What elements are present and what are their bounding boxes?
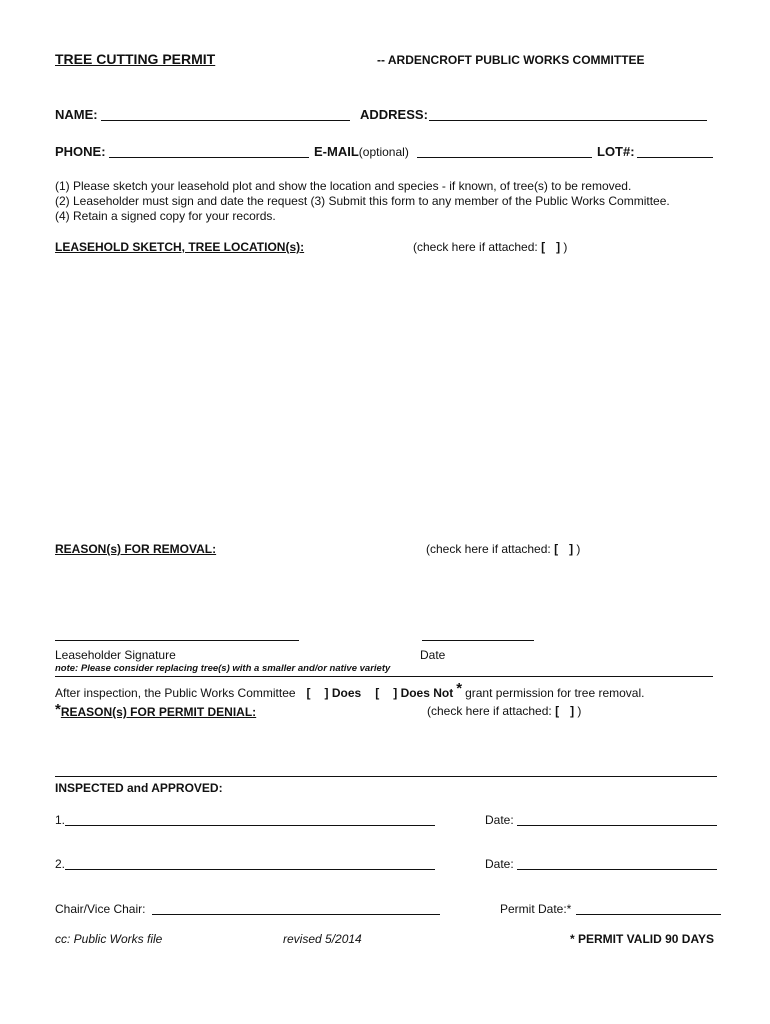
sketch-area[interactable] xyxy=(55,262,715,532)
email-field[interactable] xyxy=(417,157,592,158)
reason-check-text: (check here if attached: xyxy=(426,542,555,556)
sketch-check-paren: ) xyxy=(560,240,568,254)
denial-divider xyxy=(55,776,717,777)
sketch-check-text: (check here if attached: xyxy=(413,240,542,254)
phone-field[interactable] xyxy=(109,157,309,158)
reason-area[interactable] xyxy=(55,560,715,630)
email-label-group xyxy=(314,144,409,159)
chair-label: Chair/Vice Chair: xyxy=(55,902,146,916)
decision-prefix: After inspection, the Public Works Committee xyxy=(55,686,296,700)
name-field[interactable] xyxy=(101,120,350,121)
reason-checkbox-close[interactable]: ] xyxy=(569,542,574,556)
sketch-heading: LEASEHOLD SKETCH, TREE LOCATION(s): xyxy=(55,240,305,254)
reason-checkbox-open[interactable]: [ xyxy=(554,542,559,556)
does-not-checkbox-open[interactable]: [ xyxy=(375,686,380,700)
address-field[interactable] xyxy=(429,120,707,121)
note-underline xyxy=(55,676,713,677)
instruction-2: (2) Leaseholder must sign and date the request (3) Submit this form to any member of the Public Works Committee. xyxy=(55,194,670,208)
inspector-2-date-label: Date: xyxy=(485,857,514,871)
denial-asterisk: * xyxy=(55,701,61,718)
signature-label: Leaseholder Signature xyxy=(55,648,176,662)
form-title: TREE CUTTING PERMIT xyxy=(55,51,216,67)
does-not-label: ] Does Not xyxy=(393,686,454,700)
does-label: ] Does xyxy=(324,686,362,700)
signature-line[interactable] xyxy=(55,640,299,641)
lot-field[interactable] xyxy=(637,157,713,158)
cc-note: cc: Public Works file xyxy=(55,932,163,946)
sketch-checkbox-open[interactable]: [ xyxy=(541,240,546,254)
instruction-1: (1) Please sketch your leasehold plot and show the location and species - if known, of tree(s) to be removed. xyxy=(55,179,632,193)
chair-field[interactable] xyxy=(152,914,440,915)
instruction-3: (4) Retain a signed copy for your records. xyxy=(55,209,276,223)
denial-check-text: (check here if attached: xyxy=(427,704,556,718)
sketch-attached-check xyxy=(413,240,567,254)
inspector-1-field[interactable] xyxy=(65,825,435,826)
email-label: E-MAIL xyxy=(314,144,359,159)
does-checkbox-open[interactable]: [ xyxy=(306,686,311,700)
name-label: NAME: xyxy=(55,107,98,122)
denial-heading-group xyxy=(55,703,256,721)
denial-attached-check xyxy=(427,704,581,718)
phone-label: PHONE: xyxy=(55,144,106,159)
inspector-1-prefix: 1. xyxy=(55,813,66,827)
denial-checkbox-close[interactable]: ] xyxy=(570,704,575,718)
denial-area[interactable] xyxy=(55,722,715,772)
inspector-2-field[interactable] xyxy=(65,869,435,870)
decision-suffix: grant permission for tree removal. xyxy=(465,686,645,700)
revision-note: revised 5/2014 xyxy=(283,932,362,946)
reason-attached-check xyxy=(426,542,580,556)
denial-heading: REASON(s) FOR PERMIT DENIAL: xyxy=(60,705,257,719)
denial-check-paren: ) xyxy=(574,704,582,718)
validity-note: * PERMIT VALID 90 DAYS xyxy=(570,932,715,946)
permit-date-label: Permit Date:* xyxy=(500,902,572,916)
replacement-note: note: Please consider replacing tree(s) with a smaller and/or native variety xyxy=(55,663,391,674)
permit-date-field[interactable] xyxy=(576,914,721,915)
inspection-heading: INSPECTED and APPROVED: xyxy=(55,781,223,795)
sketch-checkbox-close[interactable]: ] xyxy=(556,240,561,254)
signature-date-line[interactable] xyxy=(422,640,534,641)
signature-date-label: Date xyxy=(420,648,446,662)
inspector-1-date-label: Date: xyxy=(485,813,514,827)
reason-heading: REASON(s) FOR REMOVAL: xyxy=(55,542,217,556)
decision-line xyxy=(55,680,645,701)
organization-name: -- ARDENCROFT PUBLIC WORKS COMMITTEE xyxy=(377,53,645,67)
inspector-2-date-field[interactable] xyxy=(517,869,717,870)
email-optional-note: (optional) xyxy=(358,145,409,159)
inspector-2-prefix: 2. xyxy=(55,857,66,871)
address-label: ADDRESS: xyxy=(360,107,428,122)
denial-checkbox-open[interactable]: [ xyxy=(555,704,560,718)
does-not-asterisk: * xyxy=(456,680,463,697)
reason-check-paren: ) xyxy=(573,542,581,556)
lot-label: LOT#: xyxy=(597,144,635,159)
inspector-1-date-field[interactable] xyxy=(517,825,717,826)
